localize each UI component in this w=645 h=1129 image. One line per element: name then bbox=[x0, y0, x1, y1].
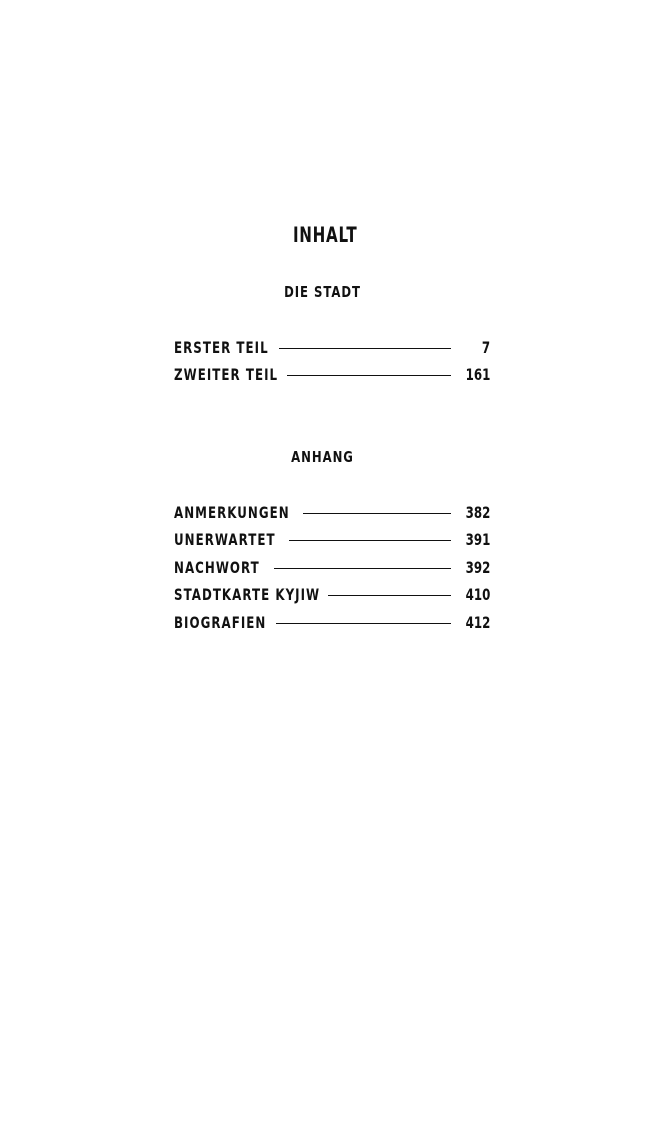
leader-line bbox=[328, 595, 451, 596]
toc-entry-label: ANMERKUNGEN bbox=[174, 503, 290, 522]
toc-entry[interactable] bbox=[174, 503, 490, 523]
toc-entry[interactable] bbox=[174, 530, 490, 550]
leader-line bbox=[279, 348, 451, 349]
leader-line bbox=[289, 540, 451, 541]
toc-entry-label: BIOGRAFIEN bbox=[174, 613, 267, 632]
toc-entry-label: UNERWARTET bbox=[174, 530, 276, 549]
toc-entry-page: 7 bbox=[481, 338, 490, 357]
toc-entry-page: 392 bbox=[465, 558, 490, 577]
toc-entry-label: ZWEITER TEIL bbox=[174, 365, 279, 384]
toc-entry-label: ERSTER TEIL bbox=[174, 338, 269, 357]
toc-entry-label: NACHWORT bbox=[174, 558, 260, 577]
toc-entry[interactable] bbox=[174, 585, 490, 605]
toc-entry-page: 161 bbox=[465, 365, 490, 384]
toc-entry-page: 382 bbox=[465, 503, 490, 522]
toc-entry[interactable] bbox=[174, 558, 490, 578]
leader-line bbox=[303, 513, 451, 514]
section-heading-anhang: ANHANG bbox=[291, 448, 354, 466]
toc-entry-page: 410 bbox=[465, 585, 490, 604]
toc-entry[interactable] bbox=[174, 613, 490, 633]
toc-entry[interactable] bbox=[174, 365, 490, 385]
leader-line bbox=[287, 375, 451, 376]
toc-entry-page: 412 bbox=[465, 613, 490, 632]
section-heading-die-stadt: DIE STADT bbox=[284, 283, 361, 301]
page-title: INHALT bbox=[292, 223, 358, 247]
toc-entry-label: STADTKARTE KYJIW bbox=[174, 585, 321, 604]
leader-line bbox=[274, 568, 451, 569]
leader-line bbox=[276, 623, 451, 624]
toc-entry[interactable] bbox=[174, 338, 490, 358]
toc-entry-page: 391 bbox=[465, 530, 490, 549]
